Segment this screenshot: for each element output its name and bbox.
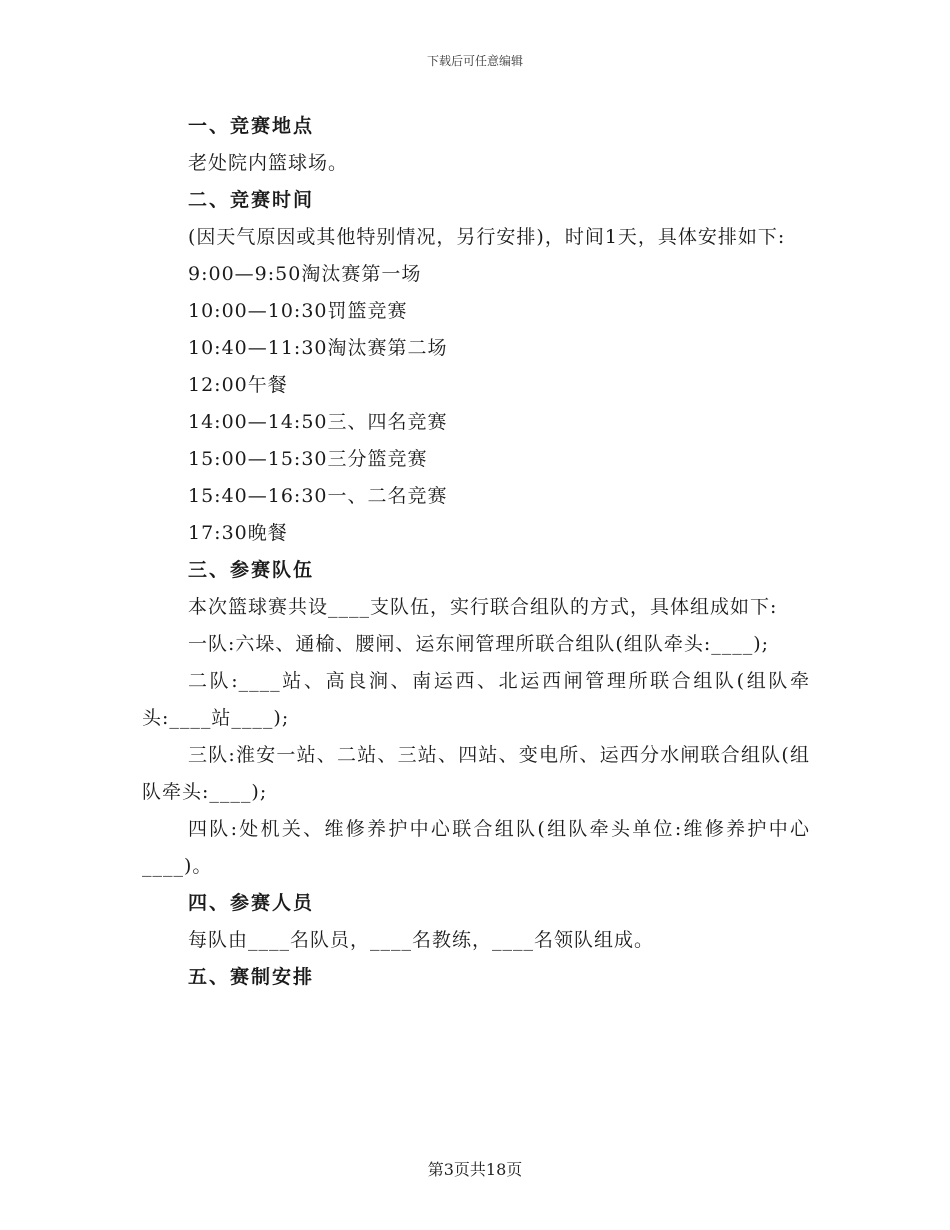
schedule-item: 10:40—11:30淘汰赛第二场 — [188, 337, 448, 359]
schedule-item: 12:00午餐 — [188, 374, 288, 396]
body-paragraph: 本次篮球赛共设____支队伍，实行联合组队的方式，具体组成如下: — [188, 596, 778, 618]
section-heading: 四、参赛人员 — [188, 892, 315, 914]
body-paragraph: 老处院内篮球场。 — [188, 152, 349, 174]
section-heading: 三、参赛队伍 — [188, 559, 315, 581]
document-body — [142, 108, 810, 996]
section-heading: 五、赛制安排 — [188, 966, 315, 988]
schedule-item: 9:00—9:50淘汰赛第一场 — [188, 263, 422, 285]
schedule-item: 10:00—10:30罚篮竞赛 — [188, 300, 408, 322]
team-item: 二队:____站、高良涧、南运西、北运西闸管理所联合组队(组队牵头:____站____); — [142, 670, 810, 729]
body-paragraph: (因天气原因或其他特别情况，另行安排)，时间1天，具体安排如下: — [188, 226, 786, 248]
page-number-footer: 第3页共18页 — [427, 1160, 523, 1179]
schedule-item: 15:40—16:30一、二名竞赛 — [188, 485, 448, 507]
body-paragraph: 每队由____名队员，____名教练，____名领队组成。 — [188, 929, 655, 951]
team-item: 一队:六垛、通榆、腰闸、运东闸管理所联合组队(组队牵头:____); — [188, 633, 770, 655]
page-header-note: 下载后可任意编辑 — [426, 54, 523, 68]
schedule-item: 17:30晚餐 — [188, 522, 288, 544]
team-item: 四队:处机关、维修养护中心联合组队(组队牵头单位:维修养护中心____)。 — [142, 818, 810, 877]
team-item: 三队:淮安一站、二站、三站、四站、变电所、运西分水闸联合组队(组队牵头:____); — [142, 744, 810, 803]
schedule-item: 14:00—14:50三、四名竞赛 — [188, 411, 448, 433]
section-heading: 二、竞赛时间 — [188, 189, 315, 211]
section-heading: 一、竞赛地点 — [188, 115, 315, 137]
schedule-item: 15:00—15:30三分篮竞赛 — [188, 448, 428, 470]
